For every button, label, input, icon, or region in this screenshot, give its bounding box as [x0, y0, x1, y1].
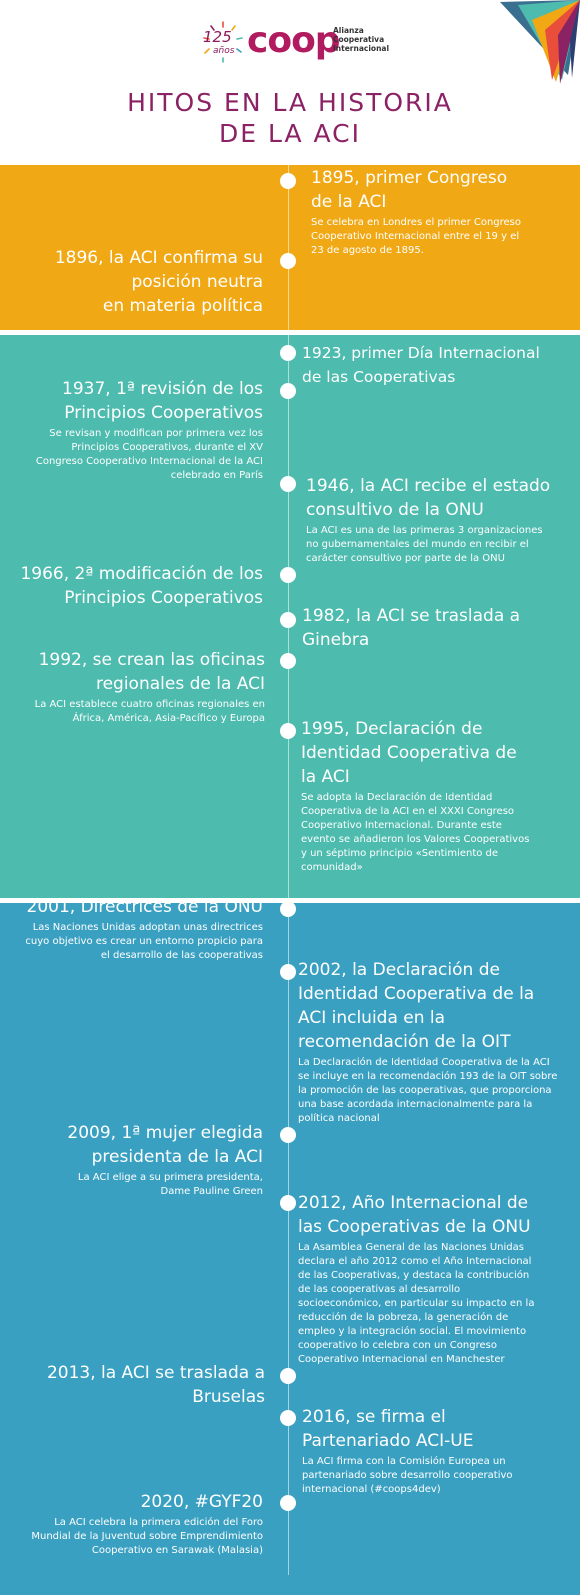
org-name — [333, 26, 389, 53]
timeline-event — [302, 604, 567, 652]
event-description-line: Congreso Cooperativo Internacional de la ACI — [35, 456, 263, 467]
event-heading — [302, 341, 567, 389]
event-heading-line: posición neutra — [131, 272, 263, 292]
event-heading-line: 1895, primer Congreso — [311, 168, 508, 188]
event-description — [5, 921, 263, 963]
timeline-dot — [280, 1410, 296, 1426]
event-description-line: La ACI establece cuatro oficinas regionales en — [34, 699, 265, 710]
event-description-line: La Declaración de Identidad Cooperativa de la ACI — [298, 1057, 550, 1068]
event-heading-line: presidenta de la ACI — [91, 1147, 263, 1167]
event-description-line: no gubernamentales del mundo en recibir el — [306, 539, 529, 550]
timeline-dot — [280, 253, 296, 269]
event-heading-line: Identidad Cooperativa de la — [298, 984, 535, 1004]
event-heading-line: en materia política — [102, 296, 263, 316]
event-heading — [311, 166, 561, 214]
event-heading-line: Ginebra — [302, 630, 370, 650]
event-heading-line: 1896, la ACI confirma su — [54, 248, 263, 268]
event-heading-line: consultivo de la ONU — [306, 500, 484, 520]
event-description — [298, 1241, 573, 1367]
timeline-event — [306, 474, 571, 566]
event-description-line: celebrado en París — [170, 470, 263, 481]
aci-logo — [199, 18, 390, 68]
coop-wordmark: coop — [247, 20, 340, 61]
header — [0, 0, 580, 165]
event-heading-line: Principios Cooperativos — [64, 588, 263, 608]
event-heading-line: 2013, la ACI se traslada a — [46, 1363, 265, 1383]
event-description-line: Se adopta la Declaración de Identidad — [301, 792, 493, 803]
event-heading-line: Bruselas — [192, 1387, 265, 1407]
timeline-event — [10, 1490, 263, 1558]
event-description-line: internacional (#coops4dev) — [302, 1484, 441, 1495]
timeline-event — [311, 166, 561, 258]
anniversary-number: 125 — [203, 28, 232, 46]
event-heading-line: 2020, #GYF20 — [140, 1492, 263, 1512]
event-description-line: carácter consultivo por parte de la ONU — [306, 553, 505, 564]
event-heading-line: 2002, la Declaración de — [298, 960, 500, 980]
timeline-event — [301, 717, 561, 875]
event-description-line: Se revisan y modifican por primera vez los — [49, 428, 263, 439]
timeline-event — [5, 562, 263, 610]
event-description-line: Principios Cooperativos, durante el XV — [71, 442, 263, 453]
event-heading — [10, 1361, 265, 1409]
timeline-event — [10, 377, 263, 483]
event-heading — [5, 895, 263, 919]
event-heading-line: la ACI — [301, 767, 350, 787]
event-description — [10, 1516, 263, 1558]
event-description-line: Dame Pauline Green — [160, 1186, 263, 1197]
event-description — [10, 427, 263, 483]
event-description-line: declara el año 2012 como el Año Internacional — [298, 1256, 532, 1267]
event-description-line: evento se añadieron los Valores Cooperativos — [301, 834, 530, 845]
anniversary-word: años — [213, 46, 235, 56]
event-description-line: el desarrollo de las cooperativas — [100, 950, 263, 961]
timeline-dot — [280, 1127, 296, 1143]
event-description-line: África, América, Asia-Pacífico y Europa — [72, 713, 265, 724]
event-heading-line: 1923, primer Día Internacional — [302, 344, 540, 362]
timeline-event — [10, 1361, 265, 1409]
org-line: Alianza — [333, 26, 364, 35]
timeline-dot — [280, 653, 296, 669]
event-description-line: Se celebra en Londres el primer Congreso — [311, 217, 522, 228]
event-description-line: reducción de la pobreza, la generación de — [298, 1312, 509, 1323]
event-description-line: política nacional — [298, 1113, 380, 1124]
event-heading — [302, 1405, 567, 1453]
event-heading — [301, 717, 561, 789]
event-heading — [306, 474, 571, 522]
timeline-dot — [280, 723, 296, 739]
event-description — [306, 524, 571, 566]
timeline-axis — [288, 165, 289, 1575]
event-heading-line: las Cooperativas de la ONU — [298, 1217, 531, 1237]
event-heading — [10, 648, 265, 696]
rainbow-fan-icon — [490, 0, 580, 85]
org-line: Cooperativa — [333, 35, 385, 44]
timeline-event — [10, 246, 263, 318]
event-heading-line: 1946, la ACI recibe el estado — [306, 476, 551, 496]
event-description-line: Mundial de la Juventud sobre Emprendimiento — [31, 1531, 263, 1542]
event-heading-line: 1992, se crean las oficinas — [38, 650, 265, 670]
timeline-event — [10, 648, 265, 726]
event-description — [301, 791, 561, 875]
timeline-event — [302, 341, 567, 389]
event-description — [298, 1056, 573, 1126]
event-description-line: 23 de agosto de 1895. — [311, 245, 424, 256]
event-description-line: la promoción de las cooperativas, que proporciona — [298, 1085, 552, 1096]
event-description-line: Cooperativa de la ACI en el XXXI Congreso — [301, 806, 515, 817]
event-description-line: Cooperativo Internacional entre el 19 y el — [311, 231, 520, 242]
event-heading-line: Identidad Cooperativa de — [301, 743, 517, 763]
timeline-dot — [280, 964, 296, 980]
timeline-dot — [280, 567, 296, 583]
event-description-line: de las cooperativas al desarrollo — [298, 1284, 461, 1295]
event-heading — [10, 377, 263, 425]
event-description — [311, 216, 561, 258]
timeline-event — [5, 895, 263, 963]
event-description — [10, 698, 265, 726]
event-description-line: Cooperativo Internacional en Manchester — [298, 1354, 505, 1365]
timeline-dot — [280, 1495, 296, 1511]
org-line: Internacional — [333, 44, 390, 53]
event-description-line: se incluye en la recomendación 193 de la OIT sobre — [298, 1071, 558, 1082]
event-description-line: Cooperativo en Sarawak (Malasia) — [91, 1545, 263, 1556]
event-description-line: empleo y la integración social. El movimiento — [298, 1326, 527, 1337]
timeline-dot — [280, 476, 296, 492]
timeline-dot — [280, 173, 296, 189]
timeline-dot — [280, 345, 296, 361]
event-heading-line: 2009, 1ª mujer elegida — [67, 1123, 263, 1143]
event-description-line: cuyo objetivo es crear un entorno propicio para — [25, 936, 263, 947]
event-heading-line: ACI incluida en la — [298, 1008, 446, 1028]
event-description-line: La ACI elige a su primera presidenta, — [77, 1172, 263, 1183]
event-description-line: La ACI firma con la Comisión Europea un — [302, 1456, 506, 1467]
event-description-line: La Asamblea General de las Naciones Unidas — [298, 1242, 524, 1253]
event-heading — [10, 246, 263, 318]
timeline-event — [10, 1121, 263, 1199]
event-heading — [10, 1490, 263, 1514]
timeline-event — [298, 1191, 573, 1367]
event-heading-line: regionales de la ACI — [95, 674, 265, 694]
event-description-line: una base acordada internacionalmente para la — [298, 1099, 533, 1110]
event-description-line: de las Cooperativas, y destaca la contribución — [298, 1270, 530, 1281]
event-description — [10, 1171, 263, 1199]
event-description — [302, 1455, 567, 1497]
event-description-line: socioeconómico, en particular su impacto en la — [298, 1298, 535, 1309]
event-heading-line: 1966, 2ª modificación de los — [20, 564, 263, 584]
event-heading-line: 2001, Directrices de la ONU — [26, 897, 263, 917]
event-description-line: comunidad» — [301, 862, 363, 873]
event-heading-line: Partenariado ACI-UE — [302, 1431, 474, 1451]
timeline-event — [298, 958, 573, 1126]
event-heading — [298, 1191, 573, 1239]
event-heading-line: 2016, se firma el — [302, 1407, 446, 1427]
event-heading-line: de las Cooperativas — [302, 368, 456, 386]
event-heading-line: de la ACI — [311, 192, 387, 212]
timeline-dot — [280, 1195, 296, 1211]
timeline-dot — [280, 901, 296, 917]
page-title — [0, 87, 580, 149]
title-line: HITOS EN LA HISTORIA — [127, 88, 453, 117]
event-heading-line: 1995, Declaración de — [301, 719, 483, 739]
anniversary-badge — [199, 18, 247, 66]
event-description-line: La ACI es una de las primeras 3 organizaciones — [306, 525, 543, 536]
event-heading-line: 1937, 1ª revisión de los — [62, 379, 263, 399]
event-heading-line: recomendación de la OIT — [298, 1032, 511, 1052]
timeline-event — [302, 1405, 567, 1497]
event-description-line: y un séptimo principio «Sentimiento de — [301, 848, 499, 859]
event-heading-line: 2012, Año Internacional de — [298, 1193, 529, 1213]
timeline-dot — [280, 1368, 296, 1384]
event-description-line: cooperativo lo celebra con un Congreso — [298, 1340, 497, 1351]
title-line: DE LA ACI — [218, 119, 362, 148]
event-heading-line: 1982, la ACI se traslada a — [302, 606, 521, 626]
event-heading — [302, 604, 567, 652]
event-description-line: partenariado sobre desarrollo cooperativo — [302, 1470, 513, 1481]
event-heading — [5, 562, 263, 610]
event-heading-line: Principios Cooperativos — [64, 403, 263, 423]
timeline-dot — [280, 612, 296, 628]
event-heading — [10, 1121, 263, 1169]
event-description-line: Las Naciones Unidas adoptan unas directrices — [32, 922, 263, 933]
event-description-line: La ACI celebra la primera edición del Foro — [54, 1517, 263, 1528]
event-description-line: Cooperativo Internacional. Durante este — [301, 820, 502, 831]
timeline-dot — [280, 383, 296, 399]
event-heading — [298, 958, 573, 1054]
